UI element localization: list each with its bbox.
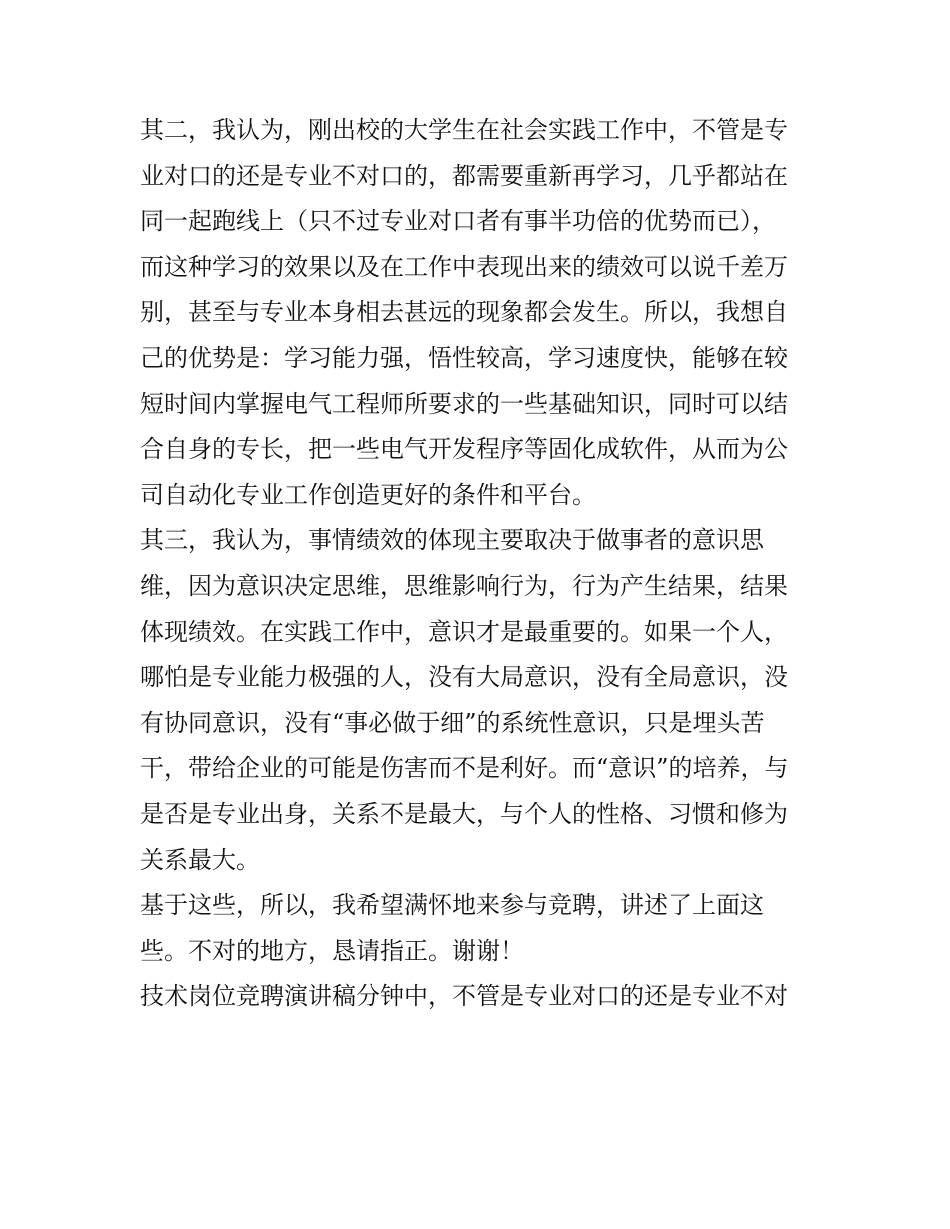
text-line: 其三，我认为，事情绩效的体现主要取决于做事者的意识思 xyxy=(140,526,764,555)
text-line: 业对口的还是专业不对口的，都需要重新再学习，几乎都站在 xyxy=(140,161,788,190)
text-line: 技术岗位竞聘演讲稿分钟中，不管是专业对口的还是专业不对 xyxy=(140,982,788,1011)
text-line: 维，因为意识决定思维，思维影响行为，行为产生结果，结果 xyxy=(140,571,788,600)
text-line: 哪怕是专业能力极强的人，没有大局意识，没有全局意识，没 xyxy=(140,663,788,692)
text-line: 体现绩效。在实践工作中，意识才是最重要的。如果一个人， xyxy=(140,617,788,646)
body-text xyxy=(140,108,830,1020)
text-line: 合自身的专长，把一些电气开发程序等固化成软件，从而为公 xyxy=(140,435,788,464)
text-line: 干，带给企业的可能是伤害而不是利好。而“意识”的培养，与 xyxy=(140,754,789,783)
text-line: 基于这些，所以，我希望满怀地来参与竞聘，讲述了上面这 xyxy=(140,891,764,920)
text-line: 其二，我认为，刚出校的大学生在社会实践工作中，不管是专 xyxy=(140,116,788,144)
text-line: 短时间内掌握电气工程师所要求的一些基础知识，同时可以结 xyxy=(140,389,788,418)
text-line: 同一起跑线上（只不过专业对口者有事半功倍的优势而已）， xyxy=(140,207,776,236)
text-line: 是否是专业出身，关系不是最大，与个人的性格、习惯和修为 xyxy=(140,799,788,828)
text-line: 己的优势是：学习能力强，悟性较高，学习速度快，能够在较 xyxy=(140,343,788,372)
text-line: 关系最大。 xyxy=(140,845,260,874)
text-line: 有协同意识，没有“事必做于细”的系统性意识，只是埋头苦 xyxy=(140,708,765,737)
text-line: 别，甚至与专业本身相去甚远的现象都会发生。所以，我想自 xyxy=(140,298,788,327)
text-line: 司自动化专业工作创造更好的条件和平台。 xyxy=(140,480,596,509)
text-line: 些。不对的地方，恳请指正。谢谢！ xyxy=(140,936,524,965)
text-line: 而这种学习的效果以及在工作中表现出来的绩效可以说千差万 xyxy=(140,252,788,281)
